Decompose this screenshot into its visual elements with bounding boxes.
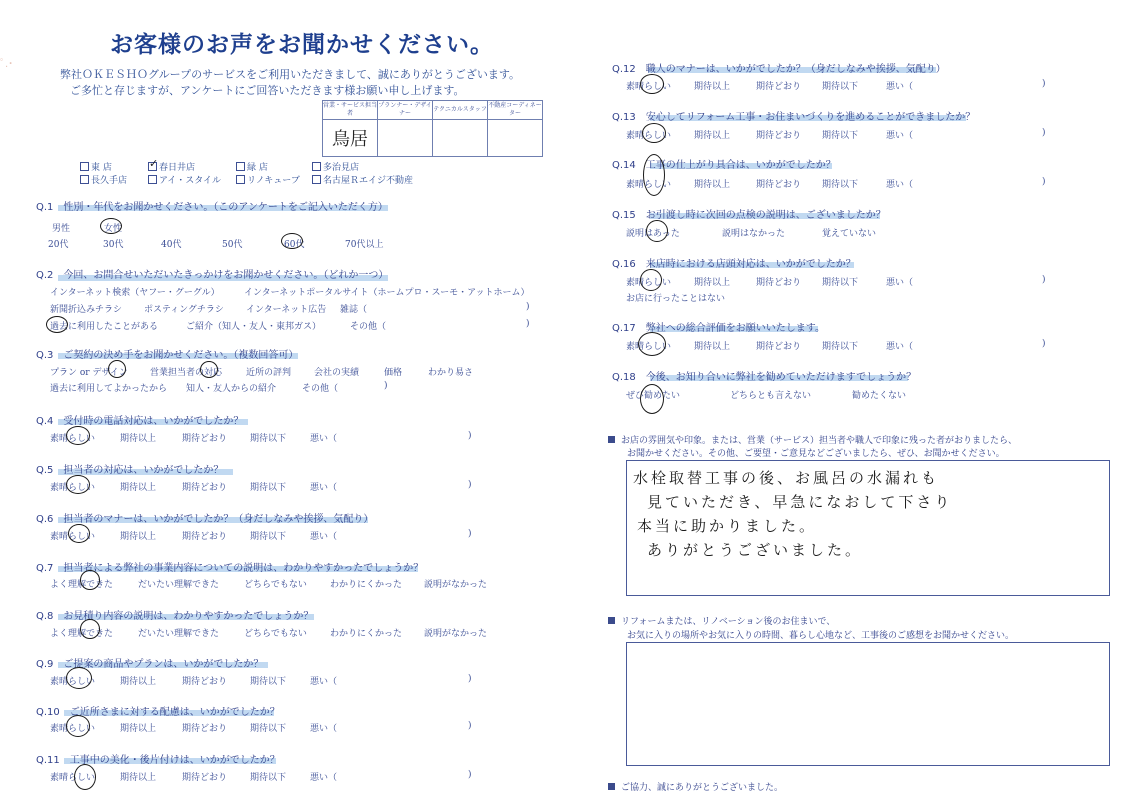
option[interactable]: 40代 bbox=[161, 240, 182, 250]
footer-thanks: ご協力、誠にありがとうございました。 bbox=[608, 780, 783, 793]
comment2-label-2: お気に入りの場所やお気に入りの時間、暮らし心地など、工事後のご感想をお聞かせください。 bbox=[627, 631, 1015, 641]
staff-header-planner: プランナー・デザイナー bbox=[378, 101, 433, 120]
option[interactable]: 期待以上 bbox=[120, 434, 157, 444]
option[interactable]: 悪い（ bbox=[310, 773, 338, 783]
option[interactable]: 60代 bbox=[284, 240, 305, 250]
option[interactable]: わかりにくかった bbox=[330, 580, 403, 590]
answer-circle bbox=[74, 764, 96, 790]
paren-close: ) bbox=[526, 302, 530, 312]
answer-circle bbox=[66, 667, 92, 689]
option[interactable]: 期待以下 bbox=[822, 342, 859, 352]
option[interactable]: 過去に利用したことがある bbox=[50, 322, 159, 332]
option[interactable]: 期待以下 bbox=[250, 724, 287, 734]
option[interactable]: 素晴らしい bbox=[626, 342, 672, 352]
option[interactable]: どちらでもない bbox=[244, 629, 307, 639]
answer-circle bbox=[646, 220, 668, 242]
option[interactable]: 覚えていない bbox=[822, 229, 877, 239]
question-q12: Q.12 職人のマナーは、いかがでしたか？（身だしなみや挨拶、気配り） bbox=[612, 64, 946, 75]
option[interactable]: 期待以下 bbox=[250, 532, 287, 542]
corner-mark: ﾟ.･ bbox=[0, 59, 14, 70]
answer-circle bbox=[66, 426, 90, 445]
option[interactable]: ぜひ勧めたい bbox=[626, 391, 681, 401]
paren-close: ) bbox=[384, 381, 388, 391]
option[interactable]: 期待以上 bbox=[694, 278, 731, 288]
question-q5: Q.5 担当者の対応は、いかがでしたか？ bbox=[36, 465, 224, 476]
option[interactable]: インターネット検索（ヤフー・グーグル） bbox=[50, 288, 220, 298]
option[interactable]: 素晴らしい bbox=[626, 82, 672, 92]
option[interactable]: 悪い（ bbox=[886, 278, 914, 288]
answer-circle bbox=[80, 570, 100, 590]
store-option[interactable]: アイ・スタイル bbox=[148, 173, 221, 186]
square-bullet-icon bbox=[608, 617, 615, 624]
option[interactable]: 営業担当者の対応 bbox=[150, 368, 223, 378]
answer-circle bbox=[640, 384, 664, 414]
option[interactable]: 期待以上 bbox=[694, 131, 731, 141]
option[interactable]: 期待以上 bbox=[694, 82, 731, 92]
option[interactable]: ポスティングチラシ bbox=[144, 305, 224, 315]
paren-close: ) bbox=[1042, 177, 1046, 187]
option[interactable]: 悪い（ bbox=[310, 724, 338, 734]
question-q16: Q.16 来店時における店頭対応は、いかがでしたか？ bbox=[612, 259, 856, 270]
option[interactable]: その他（ bbox=[350, 322, 387, 332]
option[interactable]: 女性 bbox=[104, 224, 123, 234]
option[interactable]: 素晴らしい bbox=[626, 278, 672, 288]
checkbox[interactable] bbox=[236, 162, 245, 171]
option[interactable]: インターネットポータルサイト（ホームプロ・スーモ・アットホーム） bbox=[244, 288, 530, 298]
option[interactable]: 期待どおり bbox=[756, 82, 802, 92]
option[interactable]: 期待どおり bbox=[182, 677, 228, 687]
question-q6: Q.6 担当者のマナーは、いかがでしたか？（身だしなみや挨拶、気配り） bbox=[36, 514, 374, 525]
option[interactable]: 素晴らしい bbox=[50, 483, 96, 493]
option[interactable]: 悪い（ bbox=[886, 180, 914, 190]
option[interactable]: ご紹介（知人・友人・東邦ガス） bbox=[186, 322, 322, 332]
option[interactable]: 期待以上 bbox=[120, 532, 157, 542]
option[interactable]: 知人・友人からの紹介 bbox=[186, 384, 277, 394]
option[interactable]: 50代 bbox=[222, 240, 243, 250]
option[interactable]: 過去に利用してよかったから bbox=[50, 384, 168, 394]
staff-value-planner[interactable] bbox=[378, 120, 433, 157]
checkbox[interactable] bbox=[80, 162, 89, 171]
option[interactable]: 新聞折込みチラシ bbox=[50, 305, 123, 315]
answer-circle bbox=[108, 360, 126, 378]
question-q17: Q.17 弊社への総合評価をお願いいたします。 bbox=[612, 323, 825, 334]
intro-line-2: ご多忙と存じますが、アンケートにご回答いただきます様お願い申し上げます。 bbox=[70, 84, 465, 97]
paren-close: ) bbox=[526, 319, 530, 329]
question-q10: Q.10 ご近所さまに対する配慮は、いかがでしたか？ bbox=[36, 707, 280, 718]
question-q15: Q.15 お引渡し時に次回の点検の説明は、ございましたか？ bbox=[612, 210, 886, 221]
checkbox-checked[interactable] bbox=[148, 157, 159, 171]
store-option[interactable]: リノキューブ bbox=[236, 173, 300, 186]
option[interactable]: 勧めたくない bbox=[852, 391, 907, 401]
comment1-line-4: ありがとうございました。 bbox=[647, 541, 864, 559]
option[interactable]: 悪い（ bbox=[310, 677, 338, 687]
option[interactable]: インターネット広告 bbox=[246, 305, 327, 315]
staff-table bbox=[322, 100, 543, 157]
store-option[interactable]: 名古屋Ｒエイジ不動産 bbox=[312, 173, 413, 186]
option[interactable]: よく理解できた bbox=[50, 629, 114, 639]
staff-value-technical[interactable] bbox=[433, 120, 488, 157]
option[interactable]: 素晴らしい bbox=[626, 180, 672, 190]
option[interactable]: 悪い（ bbox=[310, 434, 338, 444]
question-q4: Q.4 受付時の電話対応は、いかがでしたか？ bbox=[36, 416, 244, 427]
option[interactable]: どちらでもない bbox=[244, 580, 307, 590]
square-bullet-icon bbox=[608, 436, 615, 443]
comment1-label-2: お聞かせください。その他、ご要望・ご意見などございましたら、ぜひ、お聞かせください。 bbox=[627, 449, 1005, 459]
answer-circle bbox=[66, 475, 90, 494]
question-q1: Q.1 性別・年代をお聞かせください。（このアンケートをご記入いただく方） bbox=[36, 202, 388, 213]
question-q18: Q.18 今後、お知り合いに弊社を勧めていただけますでしょうか？ bbox=[612, 372, 917, 383]
option[interactable]: 期待どおり bbox=[756, 278, 802, 288]
option[interactable]: 雑誌（ bbox=[340, 305, 368, 315]
staff-header-sales: 営業・サービス担当者 bbox=[323, 101, 378, 120]
paren-close: ) bbox=[468, 770, 472, 780]
comment1-line-3: 本当に助かりました。 bbox=[637, 517, 818, 535]
survey-title: お客様のお声をお聞かせください。 bbox=[110, 32, 494, 58]
option[interactable]: 期待どおり bbox=[182, 532, 228, 542]
checkbox[interactable] bbox=[80, 175, 89, 184]
answer-circle bbox=[66, 715, 90, 737]
option[interactable]: 近所の評判 bbox=[246, 368, 292, 378]
option[interactable]: 期待以下 bbox=[822, 82, 859, 92]
option[interactable]: お店に行ったことはない bbox=[626, 294, 726, 304]
option[interactable]: 期待以下 bbox=[250, 677, 287, 687]
option[interactable]: 悪い（ bbox=[886, 82, 914, 92]
option[interactable]: 期待以下 bbox=[250, 434, 287, 444]
store-option[interactable]: 長久手店 bbox=[80, 173, 127, 186]
store-option[interactable]: 緑 店 bbox=[236, 160, 268, 173]
option[interactable]: 期待以上 bbox=[120, 724, 157, 734]
comment1-label: お店の雰囲気や印象。または、営業（サービス）担当者や職人で印象に残った者がおりましたら、 bbox=[608, 433, 1017, 446]
checkbox[interactable] bbox=[312, 175, 321, 184]
question-q7: Q.7 担当者による弊社の事業内容についての説明は、わかりやすかったでしょうか？ bbox=[36, 563, 424, 574]
option[interactable]: 期待どおり bbox=[182, 434, 228, 444]
staff-header-realestate: 不動産コーディネーター bbox=[488, 101, 543, 120]
option[interactable]: 20代 bbox=[48, 240, 69, 250]
option[interactable]: 期待どおり bbox=[182, 773, 228, 783]
option[interactable]: 素晴らしい bbox=[50, 532, 96, 542]
store-option-checked[interactable]: ✓ 春日井店 bbox=[149, 157, 196, 173]
option[interactable]: 期待以下 bbox=[822, 131, 859, 141]
answer-circle bbox=[640, 269, 662, 291]
option[interactable]: 素晴らしい bbox=[50, 724, 96, 734]
option[interactable]: わかりにくかった bbox=[330, 629, 403, 639]
answer-circle bbox=[640, 74, 664, 94]
option[interactable]: 期待どおり bbox=[756, 342, 802, 352]
paren-close: ) bbox=[1042, 79, 1046, 89]
answer-circle bbox=[80, 619, 100, 639]
answer-circle bbox=[100, 218, 122, 234]
option[interactable]: 悪い（ bbox=[886, 131, 914, 141]
store-option[interactable]: 多治見店 bbox=[312, 160, 359, 173]
question-q3: Q.3 ご契約の決め手をお聞かせください。（複数回答可） bbox=[36, 350, 299, 361]
option[interactable]: 期待どおり bbox=[756, 131, 802, 141]
option[interactable]: わかり易さ bbox=[428, 368, 474, 378]
answer-circle bbox=[643, 154, 665, 196]
comment1-line-1: 水栓取替工事の後、お風呂の水漏れも bbox=[633, 469, 940, 487]
staff-header-technical: テクニカルスタッフ bbox=[433, 101, 488, 120]
option[interactable]: 期待以上 bbox=[120, 773, 157, 783]
option[interactable]: 期待どおり bbox=[756, 180, 802, 190]
option[interactable]: 素晴らしい bbox=[50, 677, 96, 687]
option[interactable]: 説明がなかった bbox=[424, 580, 488, 590]
option[interactable]: 悪い（ bbox=[310, 483, 338, 493]
option[interactable]: 男性 bbox=[52, 224, 71, 234]
option[interactable]: だいたい理解できた bbox=[138, 629, 220, 639]
checkbox[interactable] bbox=[148, 175, 157, 184]
paren-close: ) bbox=[1042, 128, 1046, 138]
staff-value-sales[interactable]: 鳥居 bbox=[323, 120, 378, 157]
comment1-line-2: 見ていただき、早急になおして下さり bbox=[647, 493, 953, 511]
question-q8: Q.8 お見積り内容の説明は、わかりやすかったでしょうか？ bbox=[36, 611, 314, 622]
answer-circle bbox=[642, 123, 666, 143]
option[interactable]: 期待以上 bbox=[694, 342, 731, 352]
option[interactable]: 期待以上 bbox=[120, 677, 157, 687]
question-q11: Q.11 工事中の美化・後片付けは、いかがでしたか？ bbox=[36, 755, 280, 766]
option[interactable]: だいたい理解できた bbox=[138, 580, 220, 590]
option[interactable]: 悪い（ bbox=[310, 532, 338, 542]
question-q2: Q.2 今回、お問合せいただいたきっかけをお聞かせください。（どれか一つ） bbox=[36, 270, 389, 281]
option[interactable]: その他（ bbox=[302, 384, 339, 394]
option[interactable]: 30代 bbox=[103, 240, 124, 250]
option[interactable]: 期待以上 bbox=[694, 180, 731, 190]
option[interactable]: 素晴らしい bbox=[626, 131, 672, 141]
option[interactable]: 期待どおり bbox=[182, 724, 228, 734]
option[interactable]: 期待以下 bbox=[822, 278, 859, 288]
option[interactable]: 期待以上 bbox=[120, 483, 157, 493]
answer-circle bbox=[46, 316, 68, 333]
paren-close: ) bbox=[468, 480, 472, 490]
check-mark-icon: ✓ bbox=[149, 157, 159, 170]
option[interactable]: 価格 bbox=[384, 368, 403, 378]
staff-value-realestate[interactable] bbox=[488, 120, 543, 157]
store-option[interactable]: 東 店 bbox=[80, 160, 112, 173]
paren-close: ) bbox=[468, 529, 472, 539]
checkbox[interactable] bbox=[236, 175, 245, 184]
paren-close: ) bbox=[468, 721, 472, 731]
option[interactable]: 期待以下 bbox=[250, 773, 287, 783]
paren-close: ) bbox=[1042, 275, 1046, 285]
question-q14: Q.14 工事の仕上がり具合は、いかがでしたか？ bbox=[612, 160, 836, 171]
intro-line-1: 弊社ＯＫＥＳＨＯグループのサービスをご利用いただきまして、誠にありがとうございます。 bbox=[60, 68, 521, 81]
option[interactable]: 期待以下 bbox=[250, 483, 287, 493]
option[interactable]: どちらとも言えない bbox=[730, 391, 812, 401]
option[interactable]: 期待以下 bbox=[822, 180, 859, 190]
square-bullet-icon bbox=[608, 783, 615, 790]
option[interactable]: 説明はあった bbox=[626, 229, 680, 239]
answer-circle bbox=[638, 332, 666, 356]
paren-close: ) bbox=[468, 674, 472, 684]
comment2-label: リフォームまたは、リノベーション後のお住まいで、 bbox=[608, 614, 835, 627]
option[interactable]: 期待どおり bbox=[182, 483, 228, 493]
paren-close: ) bbox=[468, 431, 472, 441]
comment1-box[interactable] bbox=[626, 460, 1110, 596]
checkbox[interactable] bbox=[312, 162, 321, 171]
option[interactable]: 悪い（ bbox=[886, 342, 914, 352]
question-q13: Q.13 安心してリフォーム工事・お住まいづくりを進めることができましたか？ bbox=[612, 112, 976, 123]
comment2-box[interactable] bbox=[626, 642, 1110, 766]
option[interactable]: 会社の実績 bbox=[314, 368, 360, 378]
option[interactable]: 70代以上 bbox=[345, 240, 384, 250]
option[interactable]: 説明はなかった bbox=[722, 229, 786, 239]
answer-circle bbox=[200, 361, 218, 378]
option[interactable]: 素晴らしい bbox=[50, 773, 96, 783]
answer-circle bbox=[281, 233, 303, 249]
paren-close: ) bbox=[1042, 339, 1046, 349]
question-q9: Q.9 ご提案の商品やプランは、いかがでしたか？ bbox=[36, 659, 264, 670]
option[interactable]: 素晴らしい bbox=[50, 434, 96, 444]
option[interactable]: プラン or デザイン bbox=[50, 368, 128, 378]
option[interactable]: 説明がなかった bbox=[424, 629, 488, 639]
option[interactable]: よく理解できた bbox=[50, 580, 114, 590]
answer-circle bbox=[68, 524, 90, 543]
